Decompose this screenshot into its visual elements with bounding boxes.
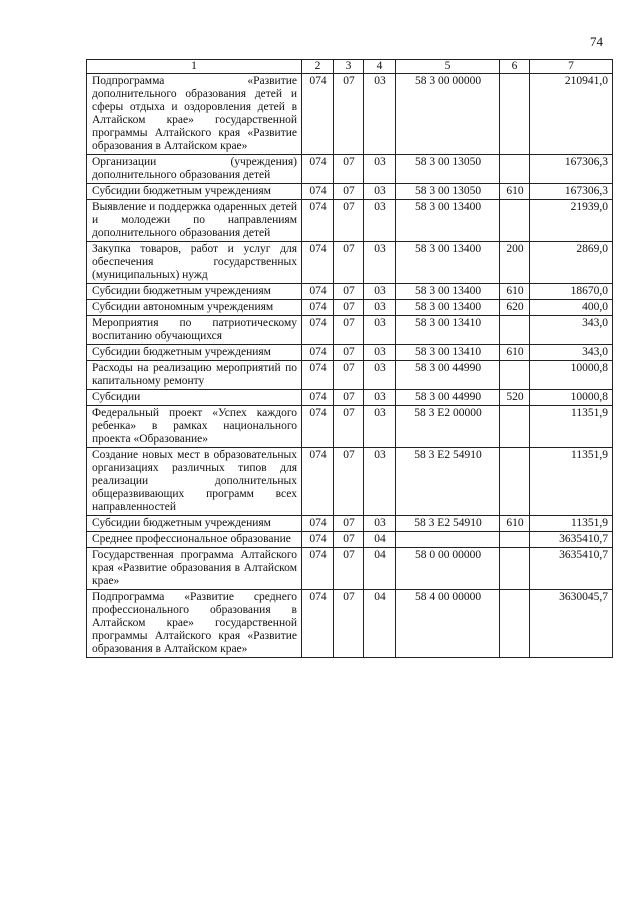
header-col-3: 3 bbox=[334, 60, 364, 74]
cell-name: Субсидии бюджетным учреждениям bbox=[87, 516, 302, 532]
cell-section: 07 bbox=[334, 390, 364, 406]
cell-ministry: 074 bbox=[302, 532, 334, 548]
table-row bbox=[87, 448, 613, 516]
cell-amount: 3635410,7 bbox=[530, 532, 613, 548]
cell-name: Мероприятия по патриотическому воспитанию обучающихся bbox=[87, 316, 302, 345]
table-row bbox=[87, 516, 613, 532]
cell-target-article: 58 3 00 13400 bbox=[396, 242, 500, 284]
cell-subsection: 03 bbox=[364, 184, 396, 200]
cell-expense-type: 610 bbox=[500, 345, 530, 361]
cell-expense-type: 520 bbox=[500, 390, 530, 406]
table-row bbox=[87, 590, 613, 658]
cell-ministry: 074 bbox=[302, 406, 334, 448]
table-row bbox=[87, 284, 613, 300]
cell-ministry: 074 bbox=[302, 242, 334, 284]
cell-target-article bbox=[396, 532, 500, 548]
cell-subsection: 03 bbox=[364, 390, 396, 406]
cell-expense-type: 610 bbox=[500, 184, 530, 200]
table-row bbox=[87, 200, 613, 242]
cell-amount: 21939,0 bbox=[530, 200, 613, 242]
cell-subsection: 04 bbox=[364, 590, 396, 658]
cell-name: Подпрограмма «Развитие дополнительного образования детей и сферы отдыха и оздоровления детей в Алтайском крае» государственной программы Алтайского края «Развитие образования в Алтайском крае» bbox=[87, 74, 302, 155]
cell-ministry: 074 bbox=[302, 284, 334, 300]
cell-expense-type bbox=[500, 532, 530, 548]
cell-subsection: 03 bbox=[364, 448, 396, 516]
table-body bbox=[87, 74, 613, 658]
cell-expense-type: 620 bbox=[500, 300, 530, 316]
cell-name: Организации (учреждения) дополнительного образования детей bbox=[87, 155, 302, 184]
cell-name: Среднее профессиональное образование bbox=[87, 532, 302, 548]
table-row bbox=[87, 406, 613, 448]
cell-subsection: 03 bbox=[364, 516, 396, 532]
cell-amount: 2869,0 bbox=[530, 242, 613, 284]
cell-subsection: 03 bbox=[364, 316, 396, 345]
table-row bbox=[87, 316, 613, 345]
cell-ministry: 074 bbox=[302, 590, 334, 658]
cell-expense-type: 610 bbox=[500, 516, 530, 532]
cell-amount: 400,0 bbox=[530, 300, 613, 316]
cell-name: Расходы на реализацию мероприятий по капитальному ремонту bbox=[87, 361, 302, 390]
cell-ministry: 074 bbox=[302, 200, 334, 242]
cell-amount: 11351,9 bbox=[530, 448, 613, 516]
table-row bbox=[87, 300, 613, 316]
cell-subsection: 03 bbox=[364, 361, 396, 390]
cell-expense-type bbox=[500, 361, 530, 390]
cell-amount: 11351,9 bbox=[530, 516, 613, 532]
cell-section: 07 bbox=[334, 200, 364, 242]
cell-section: 07 bbox=[334, 516, 364, 532]
cell-amount: 11351,9 bbox=[530, 406, 613, 448]
cell-name: Субсидии автономным учреждениям bbox=[87, 300, 302, 316]
header-col-7: 7 bbox=[530, 60, 613, 74]
table-row bbox=[87, 345, 613, 361]
cell-target-article: 58 3 00 13050 bbox=[396, 184, 500, 200]
cell-section: 07 bbox=[334, 242, 364, 284]
cell-ministry: 074 bbox=[302, 548, 334, 590]
cell-target-article: 58 3 00 44990 bbox=[396, 361, 500, 390]
cell-target-article: 58 3 E2 54910 bbox=[396, 448, 500, 516]
cell-target-article: 58 0 00 00000 bbox=[396, 548, 500, 590]
cell-section: 07 bbox=[334, 316, 364, 345]
cell-amount: 10000,8 bbox=[530, 361, 613, 390]
cell-expense-type bbox=[500, 590, 530, 658]
cell-subsection: 04 bbox=[364, 548, 396, 590]
cell-ministry: 074 bbox=[302, 316, 334, 345]
header-col-5: 5 bbox=[396, 60, 500, 74]
cell-section: 07 bbox=[334, 532, 364, 548]
cell-section: 07 bbox=[334, 361, 364, 390]
cell-target-article: 58 4 00 00000 bbox=[396, 590, 500, 658]
cell-amount: 167306,3 bbox=[530, 184, 613, 200]
cell-expense-type: 200 bbox=[500, 242, 530, 284]
cell-name: Субсидии бюджетным учреждениям bbox=[87, 345, 302, 361]
cell-section: 07 bbox=[334, 155, 364, 184]
cell-expense-type bbox=[500, 200, 530, 242]
cell-subsection: 03 bbox=[364, 284, 396, 300]
cell-expense-type bbox=[500, 74, 530, 155]
cell-ministry: 074 bbox=[302, 516, 334, 532]
cell-amount: 210941,0 bbox=[530, 74, 613, 155]
cell-expense-type bbox=[500, 448, 530, 516]
cell-name: Закупка товаров, работ и услуг для обеспечения государственных (муниципальных) нужд bbox=[87, 242, 302, 284]
cell-amount: 18670,0 bbox=[530, 284, 613, 300]
cell-amount: 3630045,7 bbox=[530, 590, 613, 658]
cell-target-article: 58 3 00 13410 bbox=[396, 345, 500, 361]
table-row bbox=[87, 548, 613, 590]
page-number: 74 bbox=[590, 34, 603, 49]
cell-subsection: 03 bbox=[364, 242, 396, 284]
cell-name: Субсидии бюджетным учреждениям bbox=[87, 284, 302, 300]
header-col-1: 1 bbox=[87, 60, 302, 74]
cell-ministry: 074 bbox=[302, 345, 334, 361]
cell-section: 07 bbox=[334, 590, 364, 658]
cell-name: Подпрограмма «Развитие среднего профессионального образования в Алтайском крае» государственной программы Алтайского края «Развитие образования в Алтайском крае» bbox=[87, 590, 302, 658]
cell-name: Выявление и поддержка одаренных детей и молодежи по направлениям дополнительного образования детей bbox=[87, 200, 302, 242]
cell-ministry: 074 bbox=[302, 448, 334, 516]
header-col-4: 4 bbox=[364, 60, 396, 74]
cell-name: Федеральный проект «Успех каждого ребенка» в рамках национального проекта «Образование» bbox=[87, 406, 302, 448]
cell-subsection: 03 bbox=[364, 300, 396, 316]
cell-target-article: 58 3 E2 00000 bbox=[396, 406, 500, 448]
budget-table bbox=[86, 59, 613, 658]
table-header bbox=[87, 60, 613, 74]
cell-ministry: 074 bbox=[302, 361, 334, 390]
cell-section: 07 bbox=[334, 448, 364, 516]
cell-target-article: 58 3 00 13050 bbox=[396, 155, 500, 184]
cell-section: 07 bbox=[334, 548, 364, 590]
cell-ministry: 074 bbox=[302, 300, 334, 316]
cell-subsection: 03 bbox=[364, 74, 396, 155]
table-row bbox=[87, 74, 613, 155]
cell-name: Государственная программа Алтайского края «Развитие образования в Алтайском крае» bbox=[87, 548, 302, 590]
cell-subsection: 03 bbox=[364, 155, 396, 184]
table-row bbox=[87, 184, 613, 200]
table-row bbox=[87, 155, 613, 184]
cell-section: 07 bbox=[334, 300, 364, 316]
cell-target-article: 58 3 00 13410 bbox=[396, 316, 500, 345]
cell-expense-type bbox=[500, 155, 530, 184]
cell-section: 07 bbox=[334, 284, 364, 300]
cell-amount: 343,0 bbox=[530, 316, 613, 345]
cell-target-article: 58 3 E2 54910 bbox=[396, 516, 500, 532]
cell-subsection: 03 bbox=[364, 200, 396, 242]
cell-target-article: 58 3 00 13400 bbox=[396, 200, 500, 242]
cell-section: 07 bbox=[334, 345, 364, 361]
cell-section: 07 bbox=[334, 184, 364, 200]
cell-name: Субсидии bbox=[87, 390, 302, 406]
cell-target-article: 58 3 00 44990 bbox=[396, 390, 500, 406]
cell-ministry: 074 bbox=[302, 155, 334, 184]
cell-amount: 3635410,7 bbox=[530, 548, 613, 590]
cell-ministry: 074 bbox=[302, 184, 334, 200]
cell-amount: 343,0 bbox=[530, 345, 613, 361]
cell-expense-type bbox=[500, 548, 530, 590]
cell-subsection: 04 bbox=[364, 532, 396, 548]
cell-target-article: 58 3 00 00000 bbox=[396, 74, 500, 155]
cell-amount: 10000,8 bbox=[530, 390, 613, 406]
cell-amount: 167306,3 bbox=[530, 155, 613, 184]
cell-section: 07 bbox=[334, 406, 364, 448]
cell-expense-type bbox=[500, 406, 530, 448]
table-row bbox=[87, 242, 613, 284]
cell-target-article: 58 3 00 13400 bbox=[396, 284, 500, 300]
table-row bbox=[87, 532, 613, 548]
cell-subsection: 03 bbox=[364, 406, 396, 448]
cell-ministry: 074 bbox=[302, 390, 334, 406]
header-col-2: 2 bbox=[302, 60, 334, 74]
cell-name: Субсидии бюджетным учреждениям bbox=[87, 184, 302, 200]
cell-expense-type: 610 bbox=[500, 284, 530, 300]
header-row bbox=[87, 60, 613, 74]
cell-target-article: 58 3 00 13400 bbox=[396, 300, 500, 316]
table-row bbox=[87, 390, 613, 406]
cell-ministry: 074 bbox=[302, 74, 334, 155]
cell-section: 07 bbox=[334, 74, 364, 155]
cell-expense-type bbox=[500, 316, 530, 345]
header-col-6: 6 bbox=[500, 60, 530, 74]
table-row bbox=[87, 361, 613, 390]
cell-subsection: 03 bbox=[364, 345, 396, 361]
cell-name: Создание новых мест в образовательных организациях различных типов для реализации дополнительных общеразвивающих программ всех направленностей bbox=[87, 448, 302, 516]
